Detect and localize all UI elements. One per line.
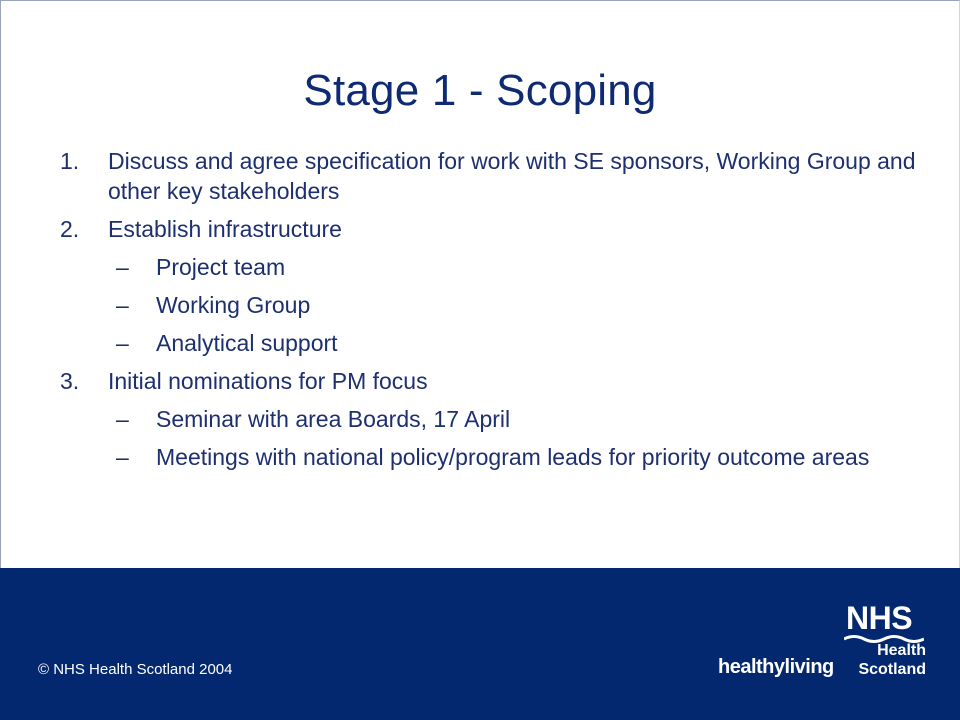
sub-text: Working Group xyxy=(156,292,311,318)
dash-bullet: – xyxy=(116,254,129,280)
list-item-2 xyxy=(60,214,920,244)
dash-bullet: – xyxy=(116,330,129,356)
slide-content xyxy=(60,146,920,480)
list-text: Establish infrastructure xyxy=(108,216,342,242)
sub-item xyxy=(60,442,920,472)
nhs-scotland-logo xyxy=(840,600,932,682)
list-item-1 xyxy=(60,146,920,206)
sub-text: Project team xyxy=(156,254,286,280)
slide-title: Stage 1 - Scoping xyxy=(303,66,657,115)
copyright-text: © NHS Health Scotland 2004 xyxy=(38,661,233,678)
nhs-logo-text: NHS xyxy=(846,600,913,636)
sub-item xyxy=(60,290,920,320)
sub-item xyxy=(60,404,920,434)
list-text: Discuss and agree specification for work with SE sponsors, Working Group and other key stakeholders xyxy=(108,148,916,204)
dash-bullet: – xyxy=(116,292,129,318)
healthyliving-logo: healthyliving xyxy=(718,656,834,678)
sub-text: Seminar with area Boards, 17 April xyxy=(156,406,511,432)
sub-text: Meetings with national policy/program leads for priority outcome areas xyxy=(156,444,870,470)
dash-bullet: – xyxy=(116,406,129,432)
list-text: Initial nominations for PM focus xyxy=(108,368,428,394)
sub-item xyxy=(60,252,920,282)
sub-item xyxy=(60,328,920,358)
list-number: 1. xyxy=(60,148,80,174)
logo-scotland-text: Scotland xyxy=(858,661,926,678)
sub-text: Analytical support xyxy=(156,330,338,356)
logo-health-text: Health xyxy=(877,642,926,659)
list-number: 2. xyxy=(60,216,80,242)
dash-bullet: – xyxy=(116,444,129,470)
list-number: 3. xyxy=(60,368,80,394)
list-item-3 xyxy=(60,366,920,396)
footer-bar xyxy=(0,568,960,720)
